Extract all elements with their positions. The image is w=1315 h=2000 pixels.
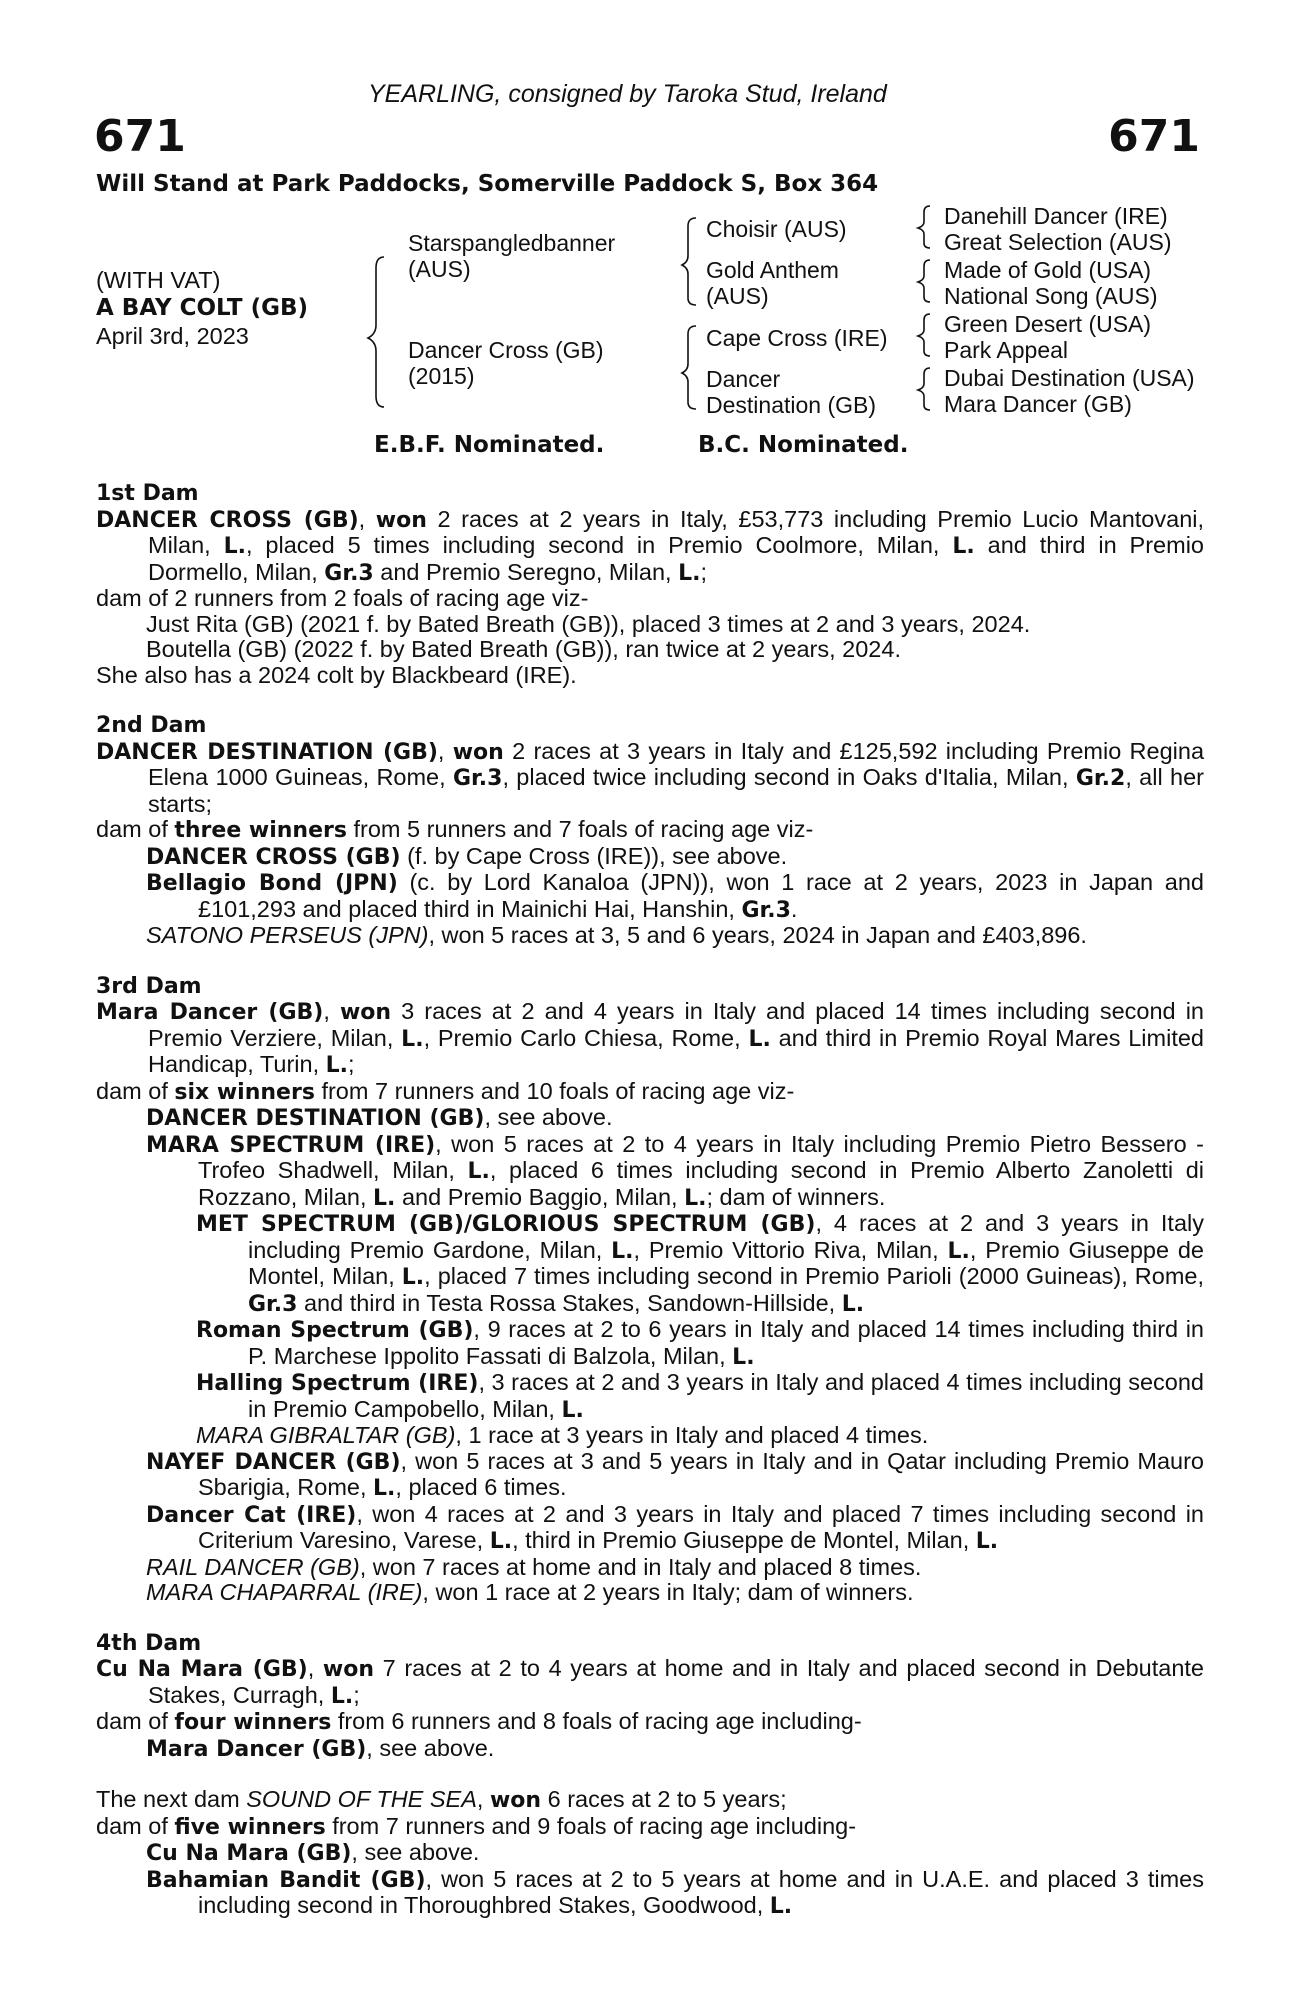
ggs-2: Great Selection (AUS) <box>944 229 1172 255</box>
dam-record: DANCER CROSS (GB), won 2 races at 2 years in Italy, £53,773 including Premio Lucio Mantovani, Milan, L., placed 5 times including second in Premio Coolmore, Milan, L. and third in Premio Dormello, Milan, Gr.3 and Premio Seregno, Milan, L.; <box>96 505 1205 586</box>
lot-number-right: 671 <box>1108 111 1200 162</box>
bc-nomination: B.C. Nominated. <box>698 432 909 458</box>
dam-dam <box>706 366 876 418</box>
vat-note: (WITH VAT) <box>96 267 221 293</box>
dam-line1: Dancer Cross (GB) <box>408 337 604 363</box>
produce-entry: MARA CHAPARRAL (IRE), won 1 race at 2 years in Italy; dam of winners. <box>146 1579 914 1605</box>
section-4th-dam <box>96 1631 1204 1763</box>
ebf-nomination: E.B.F. Nominated. <box>374 432 605 458</box>
section-heading: 1st Dam <box>96 481 199 506</box>
dam-record: Cu Na Mara (GB), won 7 races at 2 to 4 years at home and in Italy and placed second in Debutante Stakes, Curragh, L.; <box>96 1655 1204 1709</box>
brace-dd <box>918 368 930 410</box>
section-2nd-dam <box>96 713 1204 949</box>
lot-number-left: 671 <box>94 111 186 162</box>
ggs-4: National Song (AUS) <box>944 283 1158 309</box>
sire-line1: Starspangledbanner <box>408 230 616 256</box>
brace-ds <box>918 314 930 356</box>
section-next-dam <box>96 1787 1204 1920</box>
dam-name <box>408 337 604 389</box>
ggs-8: Mara Dancer (GB) <box>944 391 1132 417</box>
dam-record: Mara Dancer (GB), won 3 races at 2 and 4 years in Italy and placed 14 times including second in Premio Verziere, Milan, L., Premio Carlo Chiesa, Rome, L. and third in Premio Royal Mares Limited Handicap, Turin, L.; <box>96 998 1204 1078</box>
dam-produce-summary: dam of five winners from 7 runners and 9 foals of racing age including- <box>96 1812 857 1840</box>
produce-entry: MET SPECTRUM (GB)/GLORIOUS SPECTRUM (GB), 4 races at 2 and 3 years in Italy including Premio Gardone, Milan, L., Premio Vittorio Riva, Milan, L., Premio Giuseppe de Montel, Milan, L., placed 7 times including second in Premio Parioli (2000 Guineas), Rome, Gr.3 and third in Testa Rossa Stakes, Sandown-Hillside, L. <box>196 1210 1204 1317</box>
produce-entry: Halling Spectrum (IRE), 3 races at 2 and 3 years in Italy and placed 4 times including second in Premio Campobello, Milan, L. <box>196 1369 1204 1423</box>
produce-entry: SATONO PERSEUS (JPN), won 5 races at 3, 5 and 6 years, 2024 in Japan and £403,896. <box>146 922 1087 948</box>
ggs-6: Park Appeal <box>944 337 1069 363</box>
ggs-1: Danehill Dancer (IRE) <box>944 203 1168 229</box>
section-1st-dam <box>96 481 1204 688</box>
stand-location: Will Stand at Park Paddocks, Somerville Paddock S, Box 364 <box>96 171 879 197</box>
produce-entry: MARA GIBRALTAR (GB), 1 race at 3 years in Italy and placed 4 times. <box>196 1422 929 1448</box>
produce-entry: NAYEF DANCER (GB), won 5 races at 3 and 5 years in Italy and in Qatar including Premio Mauro Sbarigia, Rome, L., placed 6 times. <box>146 1447 1204 1501</box>
produce-entry: Roman Spectrum (GB), 9 races at 2 to 6 years in Italy and placed 14 times including third in P. Marchese Ippolito Fassati di Balzola, Milan, L. <box>196 1316 1204 1370</box>
dam-sire: Cape Cross (IRE) <box>706 325 888 351</box>
dam-line2: (2015) <box>408 363 475 389</box>
dam-produce-summary: dam of four winners from 6 runners and 8 foals of racing age including- <box>96 1708 862 1735</box>
brace-sd <box>918 260 930 302</box>
section-heading: 4th Dam <box>96 1630 202 1656</box>
produce-entry: Bellagio Bond (JPN) (c. by Lord Kanaloa (JPN)), won 1 race at 2 years, 2023 in Japan and £101,293 and placed third in Mainichi Hai, Hanshin, Gr.3. <box>146 869 1204 923</box>
dam-dam-line1: Dancer <box>706 366 781 392</box>
sire-name <box>408 230 615 282</box>
produce-entry: Boutella (GB) (2022 f. by Bated Breath (GB)), ran twice at 2 years, 2024. <box>146 636 901 662</box>
produce-entry: DANCER CROSS (GB) (f. by Cape Cross (IRE)), see above. <box>146 842 788 870</box>
family-notes <box>96 481 1204 1945</box>
horse-dob: April 3rd, 2023 <box>96 323 249 349</box>
brace-dam <box>682 326 696 409</box>
horse-name: A BAY COLT (GB) <box>96 295 309 321</box>
dam-record: DANCER DESTINATION (GB), won 2 races at 3 years in Italy and £125,592 including Premio Regina Elena 1000 Guineas, Rome, Gr.3, placed twice including second in Oaks d'Italia, Milan, Gr.2, all her starts; <box>96 737 1205 817</box>
produce-entry: Cu Na Mara (GB), see above. <box>146 1839 480 1866</box>
dam-produce-summary: dam of 2 runners from 2 foals of racing age viz- <box>96 585 589 611</box>
produce-note: She also has a 2024 colt by Blackbeard (IRE). <box>96 661 577 688</box>
produce-entry: Mara Dancer (GB), see above. <box>146 1734 495 1762</box>
ggs-7: Dubai Destination (USA) <box>944 365 1195 391</box>
sire-sire: Choisir (AUS) <box>706 216 847 242</box>
sire-dam <box>706 257 839 309</box>
produce-entry: Bahamian Bandit (GB), won 5 races at 2 to 5 years at home and in U.A.E. and placed 3 times including second in Thoroughbred Stakes, Goodwood, L. <box>146 1865 1204 1919</box>
brace-ss <box>918 206 930 248</box>
dam-produce-summary: dam of three winners from 5 runners and 7 foals of racing age viz- <box>96 816 814 843</box>
brace-sire <box>682 218 696 305</box>
dam-produce-summary: dam of six winners from 7 runners and 10 foals of racing age viz- <box>96 1077 795 1105</box>
sire-line2: (AUS) <box>408 256 471 282</box>
ggs-5: Green Desert (USA) <box>944 311 1152 337</box>
consignor-subtitle: YEARLING, consigned by Taroka Stud, Ireland <box>368 80 887 108</box>
ggs-3: Made of Gold (USA) <box>944 257 1152 283</box>
dam-record: The next dam SOUND OF THE SEA, won 6 races at 2 to 5 years; <box>96 1786 787 1813</box>
sire-dam-line2: (AUS) <box>706 283 769 309</box>
produce-entry: Dancer Cat (IRE), won 4 races at 2 and 3 years in Italy and placed 7 times including second in Criterium Varesino, Varese, L., third in Premio Giuseppe de Montel, Milan, L. <box>146 1500 1204 1554</box>
produce-entry: DANCER DESTINATION (GB), see above. <box>146 1104 613 1131</box>
sire-dam-line1: Gold Anthem <box>706 257 839 283</box>
produce-entry: MARA SPECTRUM (IRE), won 5 races at 2 to 4 years in Italy including Premio Pietro Bessero - Trofeo Shadwell, Milan, L., placed 6 times including second in Premio Alberto Zanoletti di Rozzano, Milan, L. and Premio Baggio, Milan, L.; dam of winners. <box>146 1130 1205 1211</box>
produce-entry: RAIL DANCER (GB), won 7 races at home and in Italy and placed 8 times. <box>146 1553 922 1580</box>
section-heading: 2nd Dam <box>96 713 207 738</box>
section-3rd-dam <box>96 974 1204 1606</box>
section-heading: 3rd Dam <box>96 973 202 999</box>
produce-entry: Just Rita (GB) (2021 f. by Bated Breath (GB)), placed 3 times at 2 and 3 years, 2024. <box>146 610 1031 637</box>
brace-main <box>368 257 384 407</box>
dam-dam-line2: Destination (GB) <box>706 392 877 418</box>
